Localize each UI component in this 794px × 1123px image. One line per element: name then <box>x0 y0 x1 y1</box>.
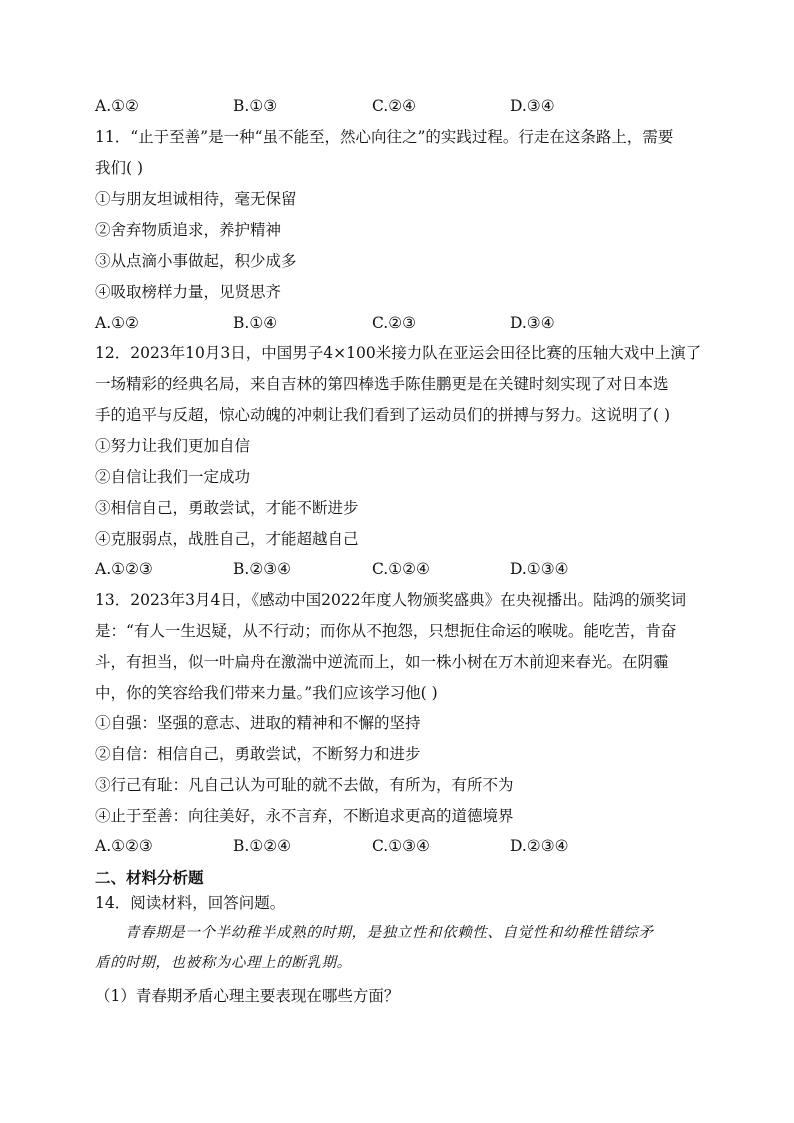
q13-stem-line2: 是：“有人一生迟疑，从不行动；而你从不抱怨，只想扼住命运的喉咙。能吃苦，肯奋 <box>95 622 677 640</box>
q13-stem-line1: 13．2023年3月4日，《感动中国2022年度人物颁奖盛典》在央视播出。陆鸿的颁奖词 <box>95 591 687 609</box>
q14-sub-question-1: （1）青春期矛盾心理主要表现在哪些方面？ <box>95 987 400 1005</box>
q12-options <box>95 559 705 579</box>
option-b: B.①④ <box>233 314 278 332</box>
q13-item-2: ②自信：相信自己，勇敢尝试，不断努力和进步 <box>95 745 421 763</box>
option-c: C.②③ <box>372 314 417 332</box>
q11-item-3: ③从点滴小事做起，积少成多 <box>95 252 297 270</box>
q12-stem-line1: 12．2023年10月3日，中国男子4×100米接力队在亚运会田径比赛的压轴大戏中上演了 <box>95 344 702 362</box>
q11-item-4: ④吸取榜样力量，见贤思齐 <box>95 283 282 301</box>
q10-options <box>95 96 705 116</box>
option-c: C.①③④ <box>372 837 430 855</box>
q12-item-2: ②自信让我们一定成功 <box>95 468 251 486</box>
q12-item-4: ④克服弱点，战胜自己，才能超越自己 <box>95 530 359 548</box>
option-d: D.①③④ <box>510 560 569 578</box>
q13-stem-line3: 斗，有担当，似一叶扁舟在激湍中逆流而上，如一株小树在万木前迎来春光。在阴霾 <box>95 653 669 671</box>
q12-stem-line2: 一场精彩的经典名局，来自吉林的第四棒选手陈佳鹏更是在关键时刻实现了对日本选 <box>95 375 669 393</box>
q12-item-3: ③相信自己，勇敢尝试，才能不断进步 <box>95 499 359 517</box>
option-b: B.②③④ <box>233 560 292 578</box>
q11-stem-line1: 11．“止于至善”是一种“虽不能至，然心向往之”的实践过程。行走在这条路上，需要 <box>95 128 674 146</box>
q13-item-3: ③行己有耻：凡自己认为可耻的就不去做，有所为，有所不为 <box>95 776 514 794</box>
option-d: D.③④ <box>510 314 555 332</box>
q11-options <box>95 313 705 333</box>
q14-stem: 14．阅读材料，回答问题。 <box>95 894 286 912</box>
q12-item-1: ①努力让我们更加自信 <box>95 437 251 455</box>
material-line1: 青春期是一个半幼稚半成熟的时期，是独立性和依赖性、自觉性和幼稚性错综矛 <box>125 925 654 941</box>
q14-material <box>95 918 705 978</box>
option-b: B.①③ <box>233 97 278 115</box>
option-c: C.①②④ <box>372 560 430 578</box>
material-line2: 盾的时期，也被称为心理上的断乳期。 <box>95 955 352 971</box>
option-a: A.①②③ <box>95 560 153 578</box>
option-c: C.②④ <box>372 97 417 115</box>
option-d: D.②③④ <box>510 837 569 855</box>
section-title: 二、材料分析题 <box>95 869 204 887</box>
q12-stem-line3: 手的追平与反超，惊心动魄的冲刺让我们看到了运动员们的拼搏与努力。这说明了( ) <box>95 406 671 424</box>
q13-item-4: ④止于至善：向往美好，永不言弃，不断追求更高的道德境界 <box>95 807 514 825</box>
option-d: D.③④ <box>510 97 555 115</box>
option-a: A.①②③ <box>95 837 153 855</box>
q11-stem-line2: 我们( ) <box>95 159 144 177</box>
q11-item-1: ①与朋友坦诚相待，毫无保留 <box>95 190 297 208</box>
option-a: A.①② <box>95 314 139 332</box>
q11-item-2: ②舍弃物质追求，养护精神 <box>95 221 282 239</box>
q13-item-1: ①自强：坚强的意志、进取的精神和不懈的坚持 <box>95 714 421 732</box>
q13-stem-line4: 中，你的笑容给我们带来力量。”我们应该学习他( ) <box>95 684 438 702</box>
option-b: B.①②④ <box>233 837 292 855</box>
q13-options <box>95 836 705 856</box>
option-a: A.①② <box>95 97 139 115</box>
